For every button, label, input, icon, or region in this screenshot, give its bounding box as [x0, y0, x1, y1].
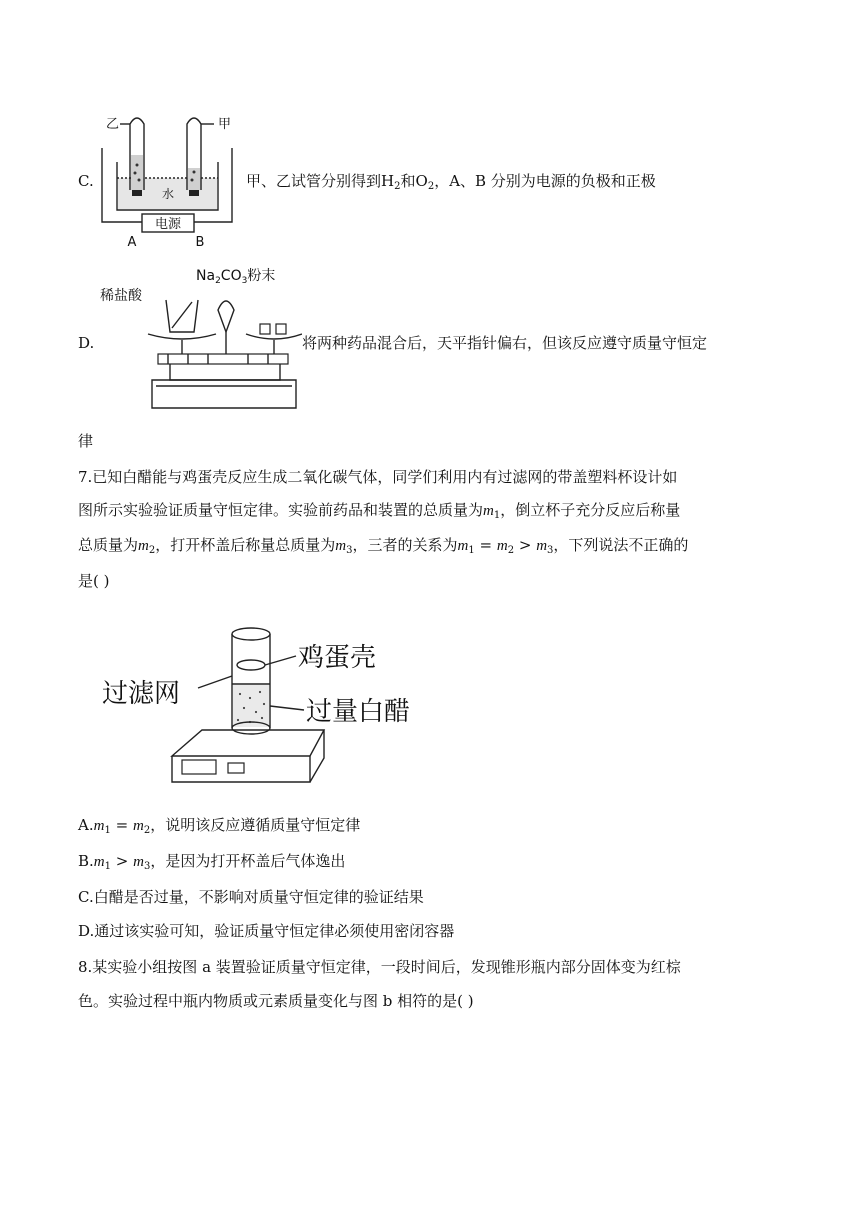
option-d-label: D. [78, 334, 95, 352]
q7-line4: 是( ) [78, 572, 110, 590]
q7-option-c: C.白醋是否过量，不影响对质量守恒定律的验证结果 [78, 888, 424, 906]
balance-figure [98, 262, 302, 412]
cup-scale-figure [98, 618, 440, 794]
tube-yi-label: 乙 [106, 117, 120, 132]
terminal-b-label: B [195, 235, 205, 250]
q8-line2: 色。实验过程中瓶内物质或元素质量变化与图 b 相符的是( ) [78, 992, 474, 1010]
option-c-label: C. [78, 172, 94, 190]
q7-option-b: $B.m_1 > m_3$，是因为打开杯盖后气体逸出 [78, 852, 346, 872]
eggshell-label: 鸡蛋壳 [298, 643, 377, 673]
q7-line3: 总质量为$m_2$，打开杯盖后称量总质量为$m_3$，三者的关系为$m_1 = m_2 > m_3$，下列说法不正确的 [78, 536, 689, 556]
water-label: 水 [162, 187, 175, 201]
q7-line2: 图所示实验验证质量守恒定律。实验前药品和装置的总质量为$m_1$，倒立杯子充分反应后称量 [78, 501, 681, 521]
q7-option-a: $A.m_1 = m_2$，说明该反应遵循质量守恒定律 [78, 816, 361, 836]
option-c-text: 甲、乙试管分别得到$H_2$和$O_2$，A、B 分别为电源的负极和正极 [246, 172, 656, 192]
option-d-text: 将两种药品混合后，天平指针偏右，但该反应遵守质量守恒定 [302, 334, 708, 352]
acid-label: 稀盐酸 [100, 288, 142, 304]
electrolysis-figure [92, 110, 242, 250]
tube-jia-label: 甲 [218, 117, 232, 132]
q8-line1: 8.某实验小组按图 a 装置验证质量守恒定律，一段时间后，发现锥形瓶内部分固体变为红棕 [78, 958, 681, 976]
option-d-text-cont: 律 [78, 432, 94, 450]
filter-label: 过滤网 [102, 679, 181, 709]
terminal-a-label: A [127, 235, 137, 250]
power-label: 电源 [154, 217, 182, 232]
q7-line1: 7.已知白醋能与鸡蛋壳反应生成二氧化碳气体，同学们利用内有过滤网的带盖塑料杯设计如 [78, 468, 678, 486]
q7-option-d: D.通过该实验可知，验证质量守恒定律必须使用密闭容器 [78, 922, 455, 940]
na2co3-label: $Na_2CO_3$粉末 [196, 268, 276, 286]
vinegar-label: 过量白醋 [306, 697, 411, 727]
